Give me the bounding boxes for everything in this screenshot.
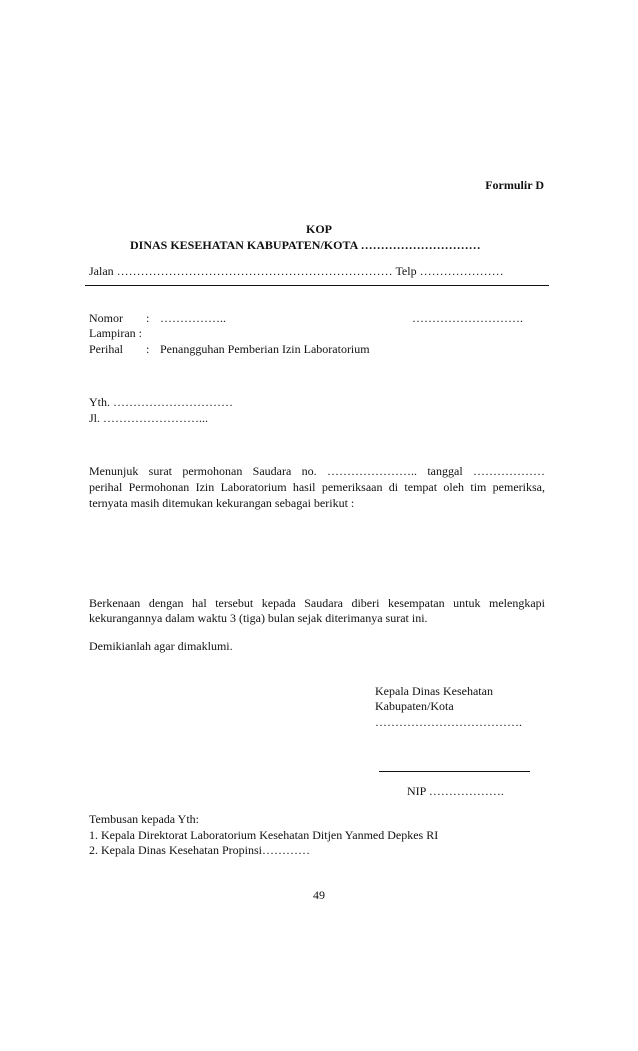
- paragraph1-line2: perihal Permohonan Izin Laboratorium hasil pemeriksaan di tempat oleh tim pemeriksa,: [89, 480, 545, 494]
- office-name: DINAS KESEHATAN KABUPATEN/KOTA …………………………: [130, 238, 481, 252]
- page-number: 49: [313, 888, 325, 902]
- cc-heading: Tembusan kepada Yth:: [89, 812, 200, 826]
- letterhead-address: Jalan …………………………………………………………… Telp …………………: [89, 264, 504, 278]
- cc-item-2: 2. Kepala Dinas Kesehatan Propinsi…………: [89, 843, 310, 857]
- paragraph1-line3: ternyata masih ditemukan kekurangan sebagai berikut :: [89, 496, 355, 510]
- recipient-address: Jl. ……………………...: [89, 411, 209, 425]
- perihal-label: Perihal: [89, 342, 123, 356]
- signatory-title-line1: Kepala Dinas Kesehatan: [375, 684, 493, 698]
- signature-line: [379, 771, 530, 772]
- letterhead-divider: [85, 285, 549, 286]
- form-label: Formulir D: [485, 178, 544, 192]
- perihal-separator: :: [146, 342, 150, 356]
- paragraph2-line1: Berkenaan dengan hal tersebut kepada Saudara diberi kesempatan untuk melengkapi: [89, 596, 545, 610]
- paragraph2-line2: kekurangannya dalam waktu 3 (tiga) bulan sejak diterimanya surat ini.: [89, 611, 428, 625]
- nip-label: NIP ……………….: [407, 784, 504, 798]
- paragraph1-line1: Menunjuk surat permohonan Saudara no. ………………….. tanggal ………………: [89, 464, 545, 478]
- cc-item-1: 1. Kepala Direktorat Laboratorium Kesehatan Ditjen Yanmed Depkes RI: [89, 828, 439, 842]
- recipient-yth: Yth. …………………………: [89, 395, 233, 409]
- nomor-value: ……………..: [160, 311, 226, 325]
- letter-date: ……………………….: [412, 311, 523, 325]
- kop-heading: KOP: [306, 222, 332, 236]
- lampiran-label: Lampiran :: [89, 326, 142, 340]
- nomor-label: Nomor: [89, 311, 123, 325]
- signatory-name: ……………………………….: [375, 715, 522, 729]
- closing-line: Demikianlah agar dimaklumi.: [89, 639, 233, 653]
- signatory-title-line2: Kabupaten/Kota: [375, 699, 454, 713]
- nomor-separator: :: [146, 311, 150, 325]
- perihal-value: Penangguhan Pemberian Izin Laboratorium: [160, 342, 370, 356]
